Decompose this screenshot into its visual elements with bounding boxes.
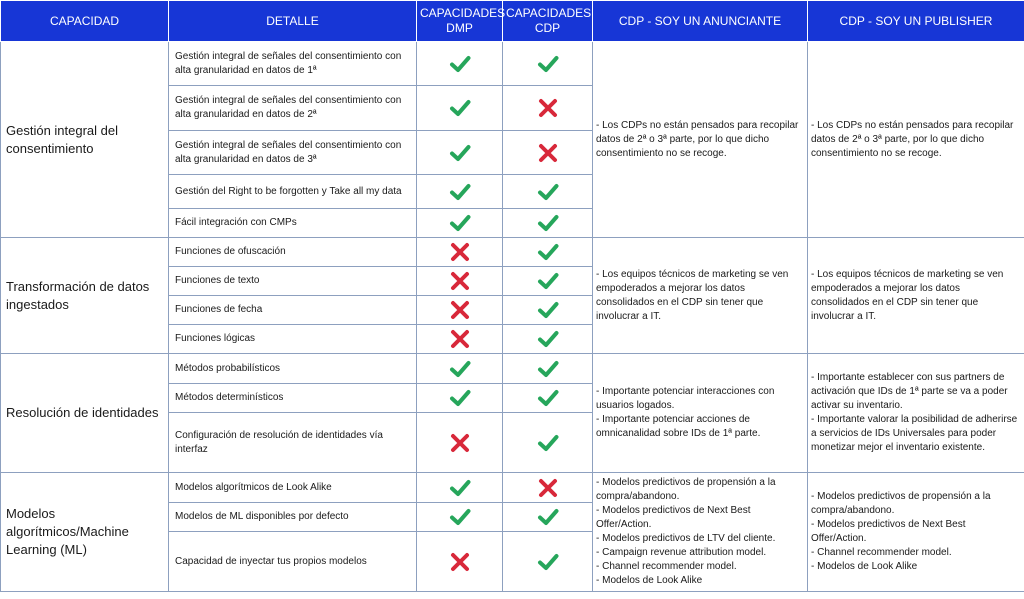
cdp-capability-cell [503,238,593,267]
note-line: - Los CDPs no están pensados para recopilar datos de 2ª o 3ª parte, por lo que dicho consentimiento no se recoge. [811,119,1014,159]
dmp-capability-cell [417,296,503,325]
cdp-capability-cell [503,532,593,592]
dmp-capability-cell [417,503,503,532]
check-icon [537,360,559,377]
detail-cell: Fácil integración con CMPs [169,209,417,238]
check-icon [537,330,559,347]
header-capacidades-dmp: CAPACIDADES DMP [417,1,503,42]
note-line: - Los equipos técnicos de marketing se ven empoderados a mejorar los datos consolidados en el CDP sin tener que involucrar a IT. [596,268,789,322]
dmp-capability-cell [417,413,503,473]
check-icon [537,434,559,451]
cdp-capability-cell [503,42,593,86]
check-icon [449,183,471,200]
note-line: - Modelos predictivos de propensión a la compra/abandono. [596,477,776,502]
check-icon [537,214,559,231]
note-line: - Campaign revenue attribution model. [596,547,767,558]
header-cdp-anunciante: CDP - SOY UN ANUNCIANTE [593,1,808,42]
dmp-capability-cell [417,354,503,384]
check-icon [537,389,559,406]
advertiser-notes-cell [593,238,808,354]
capacity-cell: Resolución de identidades [1,354,169,473]
check-icon [537,301,559,318]
dmp-capability-cell [417,175,503,209]
detail-cell: Gestión integral de señales del consentimiento con alta granularidad en datos de 2ª [169,86,417,131]
detail-cell: Métodos probabilísticos [169,354,417,384]
table-body [1,42,1024,592]
check-icon [449,508,471,525]
dmp-capability-cell [417,473,503,503]
table-row [1,354,1024,384]
dmp-capability-cell [417,42,503,86]
note-line: - Los equipos técnicos de marketing se ven empoderados a mejorar los datos consolidados en el CDP sin tener que involucrar a IT. [811,268,1004,322]
note-line: - Importante potenciar interacciones con usuarios logados. [596,386,775,411]
note-line: - Modelos predictivos de LTV del cliente. [596,533,776,544]
detail-cell: Modelos de ML disponibles por defecto [169,503,417,532]
check-icon [449,389,471,406]
header-cdp-publisher: CDP - SOY UN PUBLISHER [808,1,1024,42]
advertiser-notes-cell [593,42,808,238]
check-icon [449,479,471,496]
check-icon [537,272,559,289]
detail-cell: Gestión integral de señales del consentimiento con alta granularidad en datos de 1ª [169,42,417,86]
cdp-capability-cell [503,473,593,503]
cdp-capability-cell [503,209,593,238]
detail-cell: Gestión integral de señales del consentimiento con alta granularidad en datos de 3ª [169,131,417,175]
detail-cell: Configuración de resolución de identidades vía interfaz [169,413,417,473]
note-line: - Modelos predictivos de Next Best Offer/Action. [596,505,751,530]
cdp-capability-cell [503,86,593,131]
cdp-capability-cell [503,384,593,413]
cross-icon [449,243,471,260]
check-icon [537,553,559,570]
cdp-capability-cell [503,413,593,473]
cross-icon [449,301,471,318]
cross-icon [537,144,559,161]
note-line: - Modelos de Look Alike [811,561,918,572]
cross-icon [537,99,559,116]
cross-icon [449,272,471,289]
cdp-capability-cell [503,175,593,209]
cdp-capability-cell [503,267,593,296]
cdp-capability-cell [503,131,593,175]
detail-cell: Métodos determinísticos [169,384,417,413]
check-icon [537,183,559,200]
check-icon [537,55,559,72]
publisher-notes-cell [808,42,1024,238]
dmp-capability-cell [417,325,503,354]
check-icon [537,243,559,260]
note-line: - Modelos predictivos de Next Best Offer/Action. [811,519,966,544]
note-line: - Modelos predictivos de propensión a la compra/abandono. [811,491,991,516]
dmp-capability-cell [417,267,503,296]
cross-icon [449,434,471,451]
detail-cell: Funciones lógicas [169,325,417,354]
table-header [1,1,1024,42]
detail-cell: Funciones de texto [169,267,417,296]
check-icon [449,360,471,377]
note-line: - Modelos de Look Alike [596,575,703,586]
publisher-notes-cell [808,354,1024,473]
note-line: - Channel recommender model. [811,547,952,558]
dmp-capability-cell [417,532,503,592]
detail-cell: Funciones de fecha [169,296,417,325]
detail-cell: Gestión del Right to be forgotten y Take all my data [169,175,417,209]
table-row [1,473,1024,503]
note-line: - Importante valorar la posibilidad de adherirse a servicios de IDs Universales para poder monetizar mejor el inventario existente. [811,414,1018,453]
check-icon [537,508,559,525]
capacity-cell: Modelos algorítmicos/Machine Learning (ML) [1,473,169,592]
dmp-capability-cell [417,238,503,267]
detail-cell: Modelos algorítmicos de Look Alike [169,473,417,503]
dmp-capability-cell [417,384,503,413]
dmp-capability-cell [417,86,503,131]
header-detalle: DETALLE [169,1,417,42]
cdp-capability-cell [503,354,593,384]
check-icon [449,55,471,72]
detail-cell: Capacidad de inyectar tus propios modelos [169,532,417,592]
publisher-notes-cell [808,238,1024,354]
cdp-capability-cell [503,296,593,325]
table-row [1,238,1024,267]
dmp-capability-cell [417,209,503,238]
capacity-cell: Gestión integral del consentimiento [1,42,169,238]
cross-icon [449,330,471,347]
advertiser-notes-cell [593,473,808,592]
advertiser-notes-cell [593,354,808,473]
capacity-cell: Transformación de datos ingestados [1,238,169,354]
check-icon [449,144,471,161]
cross-icon [537,479,559,496]
header-capacidad: CAPACIDAD [1,1,169,42]
publisher-notes-cell [808,473,1024,592]
check-icon [449,214,471,231]
cdp-capability-cell [503,503,593,532]
note-line: - Importante establecer con sus partners de activación que IDs de 1ª parte se va a poder activar su inventario. [811,372,1008,411]
check-icon [449,99,471,116]
header-capacidades-cdp: CAPACIDADES CDP [503,1,593,42]
cross-icon [449,553,471,570]
header-row [1,1,1024,42]
dmp-capability-cell [417,131,503,175]
cdp-capability-cell [503,325,593,354]
note-line: - Importante potenciar acciones de omnicanalidad sobre IDs de 1ª parte. [596,414,761,439]
detail-cell: Funciones de ofuscación [169,238,417,267]
note-line: - Channel recommender model. [596,561,737,572]
table-row [1,42,1024,86]
note-line: - Los CDPs no están pensados para recopilar datos de 2ª o 3ª parte, por lo que dicho consentimiento no se recoge. [596,119,799,159]
